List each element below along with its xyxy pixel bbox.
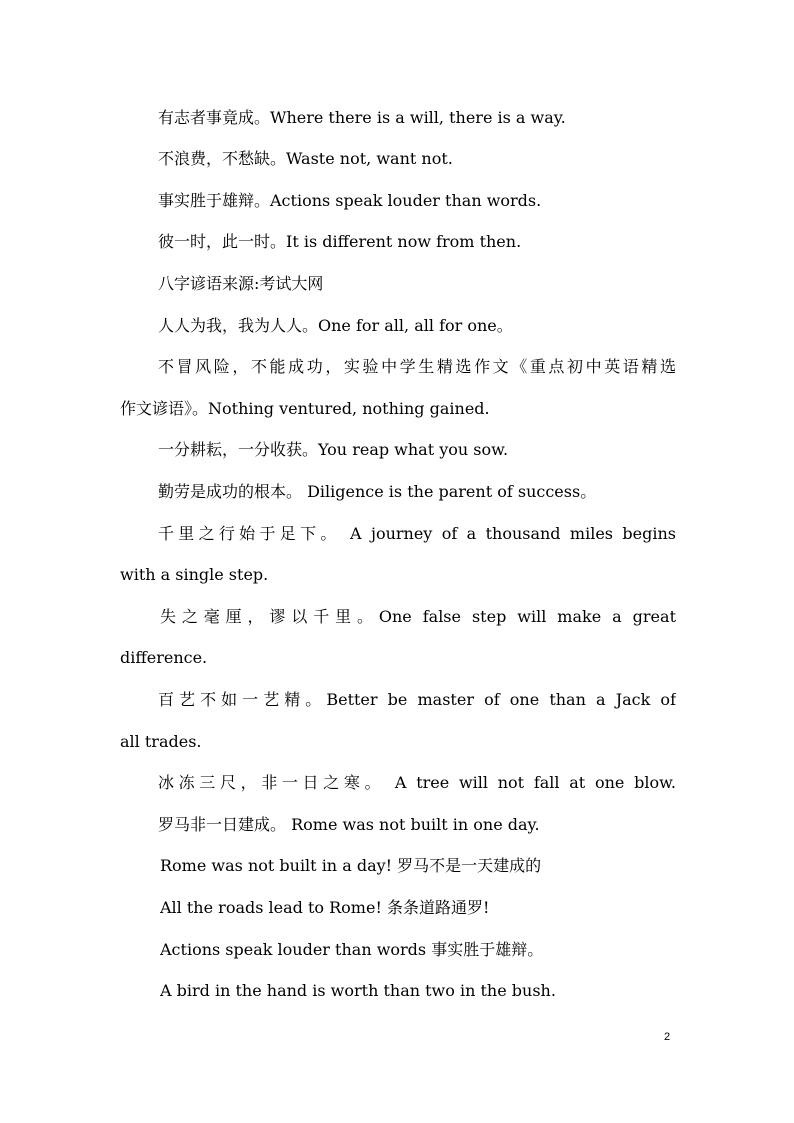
text-line-16: all trades. — [120, 732, 202, 751]
text-line-6: 人人为我，我为人人。One for all, all for one。 — [158, 316, 513, 335]
text-line-17: 冰冻三尺，非一日之寒。 A tree will not fall at one blow. — [158, 773, 676, 792]
text-line-12: with a single step. — [120, 565, 269, 584]
text-line-20: All the roads lead to Rome! 条条道路通罗! — [160, 898, 490, 917]
page-number: 2 — [664, 1031, 671, 1043]
text-line-14: difference. — [120, 648, 208, 667]
text-line-2: 不浪费，不愁缺。Waste not, want not. — [158, 149, 453, 168]
text-line-13: 失之毫厘，谬以千里。One false step will make a great — [160, 607, 676, 626]
text-line-19: Rome was not built in a day! 罗马不是一天建成的 — [160, 856, 542, 875]
text-line-11: 千里之行始于足下。 A journey of a thousand miles begins — [158, 524, 676, 543]
text-line-7: 不冒风险，不能成功，实验中学生精选作文《重点初中英语精选 — [158, 357, 676, 376]
text-line-10: 勤劳是成功的根本。 Diligence is the parent of success。 — [158, 482, 597, 501]
text-line-4: 彼一时，此一时。It is different now from then. — [158, 232, 522, 251]
text-line-8: 作文谚语》。Nothing ventured, nothing gained. — [120, 399, 490, 418]
text-line-21: Actions speak louder than words 事实胜于雄辩。 — [160, 940, 544, 959]
text-line-3: 事实胜于雄辩。Actions speak louder than words. — [158, 191, 542, 210]
text-line-5: 八字谚语来源:考试大网 — [158, 274, 324, 293]
text-line-22: A bird in the hand is worth than two in the bush. — [160, 981, 556, 1000]
text-line-18: 罗马非一日建成。 Rome was not built in one day. — [158, 815, 540, 834]
text-line-1: 有志者事竟成。Where there is a will, there is a way. — [158, 108, 566, 127]
text-line-15: 百艺不如一艺精。Better be master of one than a Jack of — [158, 690, 676, 709]
text-line-9: 一分耕耘，一分收获。You reap what you sow. — [158, 440, 509, 459]
